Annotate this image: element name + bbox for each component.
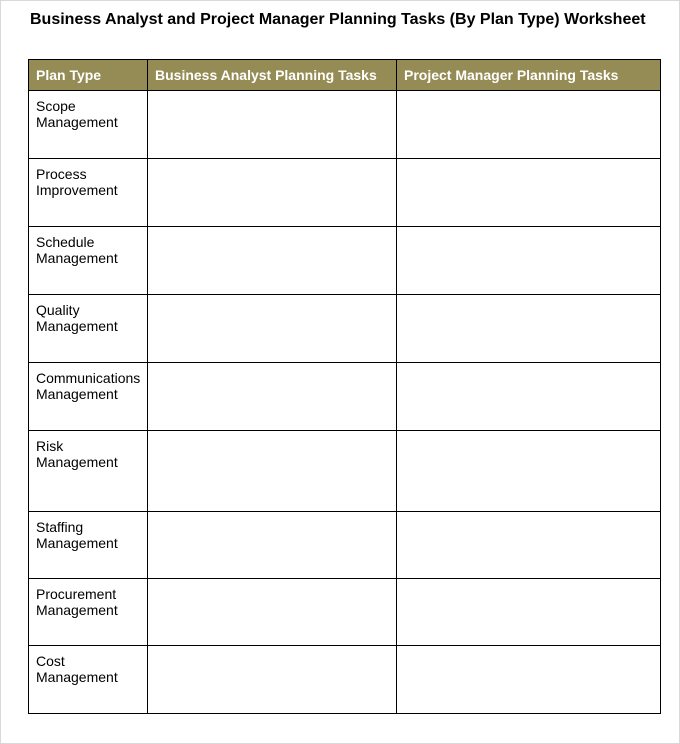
pm-tasks-cell[interactable] [397, 295, 661, 363]
ba-tasks-cell[interactable] [148, 579, 397, 646]
table-row [29, 227, 661, 295]
pm-tasks-cell[interactable] [397, 227, 661, 295]
pm-tasks-cell[interactable] [397, 363, 661, 431]
plan-type-cell: Quality Management [29, 295, 148, 363]
ba-tasks-cell[interactable] [148, 295, 397, 363]
plan-type-cell: Staffing Management [29, 512, 148, 579]
table-row [29, 512, 661, 579]
planning-tasks-table [28, 59, 661, 714]
table-row [29, 363, 661, 431]
pm-tasks-cell[interactable] [397, 512, 661, 579]
pm-tasks-cell[interactable] [397, 159, 661, 227]
pm-tasks-cell[interactable] [397, 579, 661, 646]
page-title: Business Analyst and Project Manager Planning Tasks (By Plan Type) Worksheet [30, 11, 646, 28]
plan-type-cell: Scope Management [29, 91, 148, 159]
ba-tasks-cell[interactable] [148, 646, 397, 714]
table-row [29, 579, 661, 646]
column-header-pm-tasks: Project Manager Planning Tasks [397, 60, 661, 91]
pm-tasks-cell[interactable] [397, 91, 661, 159]
plan-type-cell: Risk Management [29, 431, 148, 512]
plan-type-cell: Process Improvement [29, 159, 148, 227]
table-header-row [29, 60, 661, 91]
plan-type-cell: Procurement Management [29, 579, 148, 646]
ba-tasks-cell[interactable] [148, 512, 397, 579]
ba-tasks-cell[interactable] [148, 363, 397, 431]
table-row [29, 91, 661, 159]
plan-type-cell: Schedule Management [29, 227, 148, 295]
ba-tasks-cell[interactable] [148, 431, 397, 512]
table-row [29, 295, 661, 363]
ba-tasks-cell[interactable] [148, 227, 397, 295]
column-header-ba-tasks: Business Analyst Planning Tasks [148, 60, 397, 91]
column-header-plan-type: Plan Type [29, 60, 148, 91]
ba-tasks-cell[interactable] [148, 91, 397, 159]
pm-tasks-cell[interactable] [397, 431, 661, 512]
plan-type-cell: Cost Management [29, 646, 148, 714]
plan-type-cell: Communications Management [29, 363, 148, 431]
table-row [29, 159, 661, 227]
table-row [29, 646, 661, 714]
table-row [29, 431, 661, 512]
ba-tasks-cell[interactable] [148, 159, 397, 227]
pm-tasks-cell[interactable] [397, 646, 661, 714]
